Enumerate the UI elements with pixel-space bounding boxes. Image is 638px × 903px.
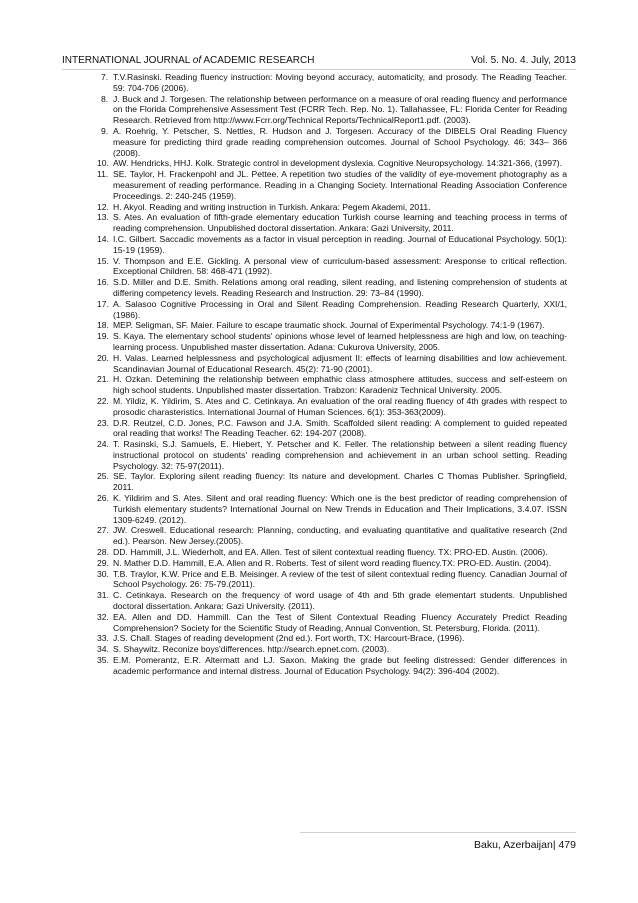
reference-item: [97, 212, 567, 234]
issue-info: Vol. 5. No. 4. July, 2013: [471, 55, 576, 66]
journal-title-of: of: [192, 55, 202, 66]
reference-item: [97, 547, 567, 558]
reference-item: [97, 234, 567, 256]
reference-text: T.V.Rasinski. Reading fluency instruction: Moving beyond accuracy, automaticity, and prosody. The Reading Teacher. 59: 704-706 (2006).: [113, 72, 567, 93]
reference-text: S. Ates. An evaluation of fifth-grade elementary education Turkish course learning and teaching process in terms of reading comprehension. Unpublished doctoral dissertation. Ankara: Gazi University, 2011.: [113, 212, 567, 234]
reference-text: SE. Taylor. Exploring silent reading fluency: Its nature and development. Charles C Thomas Publisher. Springfield, 2011.: [113, 471, 567, 493]
reference-item: [97, 256, 567, 278]
reference-text: A. Salasoo Cognitive Processing in Oral and Silent Reading Comprehension. Reading Research Quarterly, XXI/1, (1986).: [113, 298, 567, 320]
reference-item: [97, 493, 567, 525]
reference-number: 28.: [97, 547, 109, 558]
reference-number: 18.: [97, 320, 109, 331]
reference-item: [97, 72, 567, 94]
reference-number: 17.: [97, 298, 109, 309]
reference-text: T.B. Traylor, K.W. Price and E.B. Meisinger. A review of the test of silent contextual reding fluency. Canadian Journal of School Psychology. 26: 75-79.(2011).: [113, 568, 567, 590]
reference-text: S. Kaya. The elementary school students' opinions whose level of learned helplessness are high and low, on teaching-learning process. Unpublished master dissertation. Adana: Cukurova University, 2005.: [113, 331, 567, 352]
reference-item: [97, 525, 567, 547]
reference-number: 35.: [97, 655, 109, 666]
reference-text: MEP. Seligman, SF. Maier. Failure to escape traumatic shock. Journal of Experimental Psychology. 74:1-9 (1967).: [113, 320, 545, 331]
reference-item: [97, 353, 567, 375]
reference-item: [97, 644, 567, 655]
reference-number: 11.: [97, 169, 109, 180]
reference-item: [97, 655, 567, 677]
reference-number: 27.: [97, 525, 109, 536]
reference-item: [97, 439, 567, 471]
reference-item: [97, 590, 567, 612]
reference-text: S.D. Miller and D.E. Smith. Relations among oral reading, silent reading, and listening comprehension of students at differing competency levels. Reading Research and Instruction. 29: 73–84 (1990).: [113, 277, 567, 298]
reference-item: [97, 558, 567, 569]
reference-number: 9.: [101, 125, 109, 136]
reference-item: [97, 612, 567, 634]
reference-number: 22.: [97, 395, 109, 406]
reference-text: V. Thompson and E.E. Gickling. A personal view of curriculum-based assessment: Aresponse to critical reflection. Exceptional Children. 58: 468-471 (1992).: [113, 255, 567, 277]
reference-item: [97, 94, 567, 126]
reference-text: E.M. Pomerantz, E.R. Altermatt and LJ. Saxon. Making the grade but feeling distressed: Gender differences in academic performance and internal distress. Journal of Education Psychology. 94(2): 396-404 (2002).: [113, 655, 567, 676]
reference-number: 21.: [97, 374, 109, 385]
reference-number: 20.: [97, 352, 109, 363]
reference-item: [97, 158, 567, 169]
reference-number: 32.: [97, 611, 109, 622]
reference-text: H. Ozkan. Detemining the relationship between emphathic class atmosphere attitudes, success and self-esteem on high school students. Unpublished master dissertation. Trabzon: Karadeniz Technical University. 2005.: [113, 374, 567, 396]
reference-number: 29.: [97, 557, 109, 568]
reference-text: H. Akyol. Reading and writing instruction in Turkish. Ankara: Pegem Akademi, 2011.: [113, 201, 431, 212]
reference-number: 34.: [97, 644, 109, 655]
reference-item: [97, 569, 567, 591]
reference-text: C. Cetinkaya. Research on the frequency of word usage of 4th and 5th grade elementart students. Unpublished doctoral dissertation. Ankara: Gazi University. (2011).: [113, 590, 567, 612]
reference-number: 14.: [97, 233, 109, 244]
reference-text: AW. Hendricks, HHJ. Kolk. Strategic control in development dyslexia. Cognitive Neuropsychology. 14:321-366, (1997).: [113, 158, 563, 169]
journal-title-prefix: INTERNATIONAL JOURNAL: [62, 55, 193, 66]
journal-title-suffix: ACADEMIC RESEARCH: [201, 55, 315, 66]
reference-number: 26.: [97, 493, 109, 504]
reference-text: N. Mather D.D. Hammill, E.A. Allen and R. Roberts. Test of silent word reading fluency.TX: PRO-ED. Austin. (2004).: [113, 557, 552, 568]
reference-number: 16.: [97, 277, 109, 288]
journal-title: [62, 55, 314, 66]
reference-number: 12.: [97, 201, 109, 212]
reference-number: 30.: [97, 568, 109, 579]
reference-number: 7.: [101, 72, 109, 82]
page-number: 479: [558, 839, 576, 851]
reference-item: [97, 471, 567, 493]
reference-number: 19.: [97, 331, 109, 342]
footer-location: Baku, Azerbaijan: [474, 839, 553, 851]
reference-item: [97, 418, 567, 440]
page-footer: [474, 839, 576, 851]
reference-text: H. Valas. Learned helplessness and psychological adjusment II: effects of learning disabilities and low achievement. Scandinavian Journal of Educational Research. 45(2): 71-90 (2001).: [113, 352, 567, 374]
reference-item: [97, 320, 567, 331]
reference-item: [97, 633, 567, 644]
reference-item: [97, 126, 567, 158]
reference-text: J.S. Chall. Stages of reading development (2nd ed.). Fort worth, TX: Harcourt-Brace, (1996).: [113, 633, 465, 644]
reference-number: 23.: [97, 417, 109, 428]
reference-item: [97, 299, 567, 321]
reference-number: 25.: [97, 471, 109, 482]
reference-number: 8.: [101, 93, 109, 104]
reference-text: DD. Hammill, J.L. Wiederholt, and EA. Allen. Test of silent contextual reading fluency. TX: PRO-ED. Austin. (2006).: [113, 547, 548, 558]
reference-item: [97, 396, 567, 418]
reference-text: S. Shaywitz. Reconize boys'differences. http://search.epnet.com. (2003).: [113, 644, 390, 655]
reference-list: [97, 72, 567, 677]
footer-divider: [300, 832, 576, 833]
reference-item: [97, 277, 567, 299]
reference-text: A. Roehrig, Y. Petscher, S. Nettles, R. Hudson and J. Torgesen. Accuracy of the DIBELS Oral Reading Fluency measure for predicting third grade reading comprehension outcomes. Journal of School Psychology. 46: 343– 366 (2008).: [113, 125, 567, 158]
reference-item: [97, 331, 567, 353]
reference-text: M. Yildiz, K. Yildirim, S. Ates and C. Cetinkaya. An evaluation of the oral reading fluency of 4th grades with respect to prosodic charasteristics. International Journal of Human Sciences. 6(1): 353-363(2009).: [113, 395, 567, 417]
reference-number: 15.: [97, 255, 109, 266]
reference-text: D.R. Reutzel, C.D. Jones, P.C. Fawson and J.A. Smith. Scaffolded silent reading: A complement to guided repeated oral reading that works! The Reading Teacher. 62: 194-207 (2008).: [113, 417, 567, 439]
reference-number: 33.: [97, 633, 109, 644]
reference-text: K. Yildirim and S. Ates. Silent and oral reading fluency: Which one is the best predictor of reading comprehension of Turkish elementary students? International Journal on New Trends in Education and Their Implications, 3.4.07. ISSN 1309-6249. (2012).: [113, 493, 567, 525]
reference-text: T. Rasinski, S.J. Samuels, E. Hiebert, Y. Petscher and K. Feller. The relationship between a silent reading fluency instructional protocol on students' reading comprehension and achievement in an urban school setting. Reading Psychology. 32: 75-97(2011).: [113, 439, 567, 471]
reference-number: 24.: [97, 439, 109, 450]
header-divider: [62, 69, 576, 70]
reference-text: I.C. Gilbert. Saccadic movements as a factor in visual perception in reading. Journal of Educational Psychology. 50(1): 15-19 (1959).: [113, 233, 567, 255]
reference-number: 31.: [97, 590, 109, 601]
reference-item: [97, 374, 567, 396]
footer-separator: |: [552, 839, 559, 851]
reference-item: [97, 169, 567, 201]
reference-text: J. Buck and J. Torgesen. The relationship between performance on a measure of oral reading fluency and performance on the Florida Comprehensive Assessment Test (FCRR Tech. Rep. No. 1). Tallahassee, FL: Florida Center for Reading Research. Retrieved from http://www.Fcrr.org/Technical Reports/TechnicalReport1.pdf. (2003).: [113, 93, 567, 126]
page-header: [62, 55, 576, 66]
reference-text: SE. Taylor, H. Frackenpohl and JL. Pettee. A repetition two studies of the validity of eye-movement photography as a measurement of reading performance. Reading in a Changing Society. International Reading Association Conference Proceedings. 2: 240-245 (1959).: [113, 169, 567, 201]
reference-text: JW. Creswell. Educational research: Planning, conducting, and evaluating quantitative and qualitative research (2nd ed.). Pearson. New Jersey.(2005).: [113, 525, 567, 547]
reference-number: 10.: [97, 158, 109, 169]
reference-text: EA. Allen and DD. Hammill. Can the Test of Silent Contextual Reading Fluency Accurately Predict Reading Comprehension? Society for the Scientific Study of Reading, Annual Convention, St. Petersburg, Florida. (2011).: [113, 611, 567, 633]
reference-number: 13.: [97, 212, 109, 223]
reference-item: [97, 202, 567, 213]
